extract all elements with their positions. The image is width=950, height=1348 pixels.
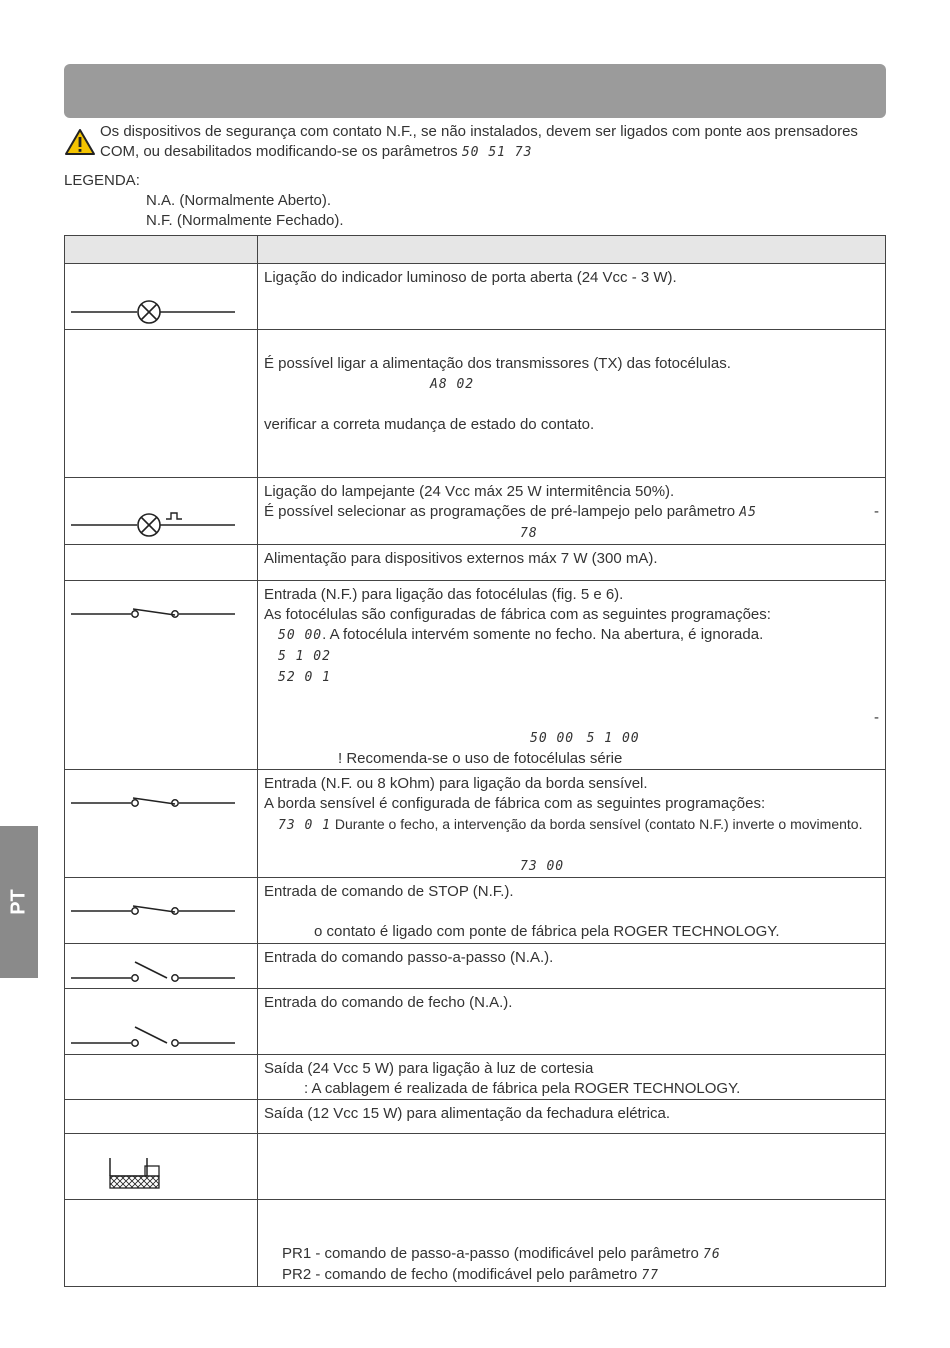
flashing-light-symbol-icon (71, 510, 241, 540)
row6-param-2: 73 00 (520, 859, 565, 874)
row3-dash: - (874, 503, 879, 520)
row5-text-4: ! Recomenda-se o uso de fotocélulas série (338, 750, 623, 767)
row6-param-1: 73 0 1 (278, 818, 331, 833)
row5-param-4: 50 00 (530, 731, 575, 746)
description-cell (258, 878, 886, 944)
symbol-cell (65, 770, 258, 878)
table-row (65, 989, 886, 1055)
row5-param-2: 5 1 02 (278, 649, 331, 664)
nc-contact-symbol-icon (71, 788, 241, 818)
symbol-cell (65, 878, 258, 944)
legend-item-na: N.A. (Normalmente Aberto). (146, 192, 332, 209)
table-header-row (65, 236, 886, 264)
symbol-cell (65, 330, 258, 478)
row5-text-2: As fotocélulas são configuradas de fábrica com as seguintes programações: (264, 606, 771, 623)
description-cell (258, 1055, 886, 1100)
description-cell (258, 478, 886, 545)
language-tab-label: PT (7, 889, 30, 915)
row11-text: Saída (12 Vcc 15 W) para alimentação da fechadura elétrica. (264, 1105, 671, 1122)
row1-text: Ligação do indicador luminoso de porta aberta (24 Vcc - 3 W). (264, 269, 677, 286)
row2-text-1: É possível ligar a alimentação dos transmissores (TX) das fotocélulas. (264, 355, 731, 372)
header-cell-symbol (65, 236, 258, 264)
table-row (65, 264, 886, 330)
warning-icon (64, 128, 96, 156)
row4-text: Alimentação para dispositivos externos máx 7 W (300 mA). (264, 550, 658, 567)
row3-text-1: Ligação do lampejante (24 Vcc máx 25 W intermitência 50%). (264, 483, 675, 500)
description-cell (258, 264, 886, 330)
table-row (65, 478, 886, 545)
row5-text-3: . A fotocélula intervém somente no fecho. Na abertura, é ignorada. (322, 626, 764, 643)
warning-text: Os dispositivos de segurança com contato N.F., se não instalados, devem ser ligados com ponte aos prensadores COM, ou desabilitados modificando-se os parâmetros (100, 123, 858, 160)
table-row (65, 770, 886, 878)
table-row (65, 1100, 886, 1134)
description-cell (258, 330, 886, 478)
section-header-bar (64, 64, 886, 118)
symbol-cell (65, 1134, 258, 1200)
row5-param-1: 50 00 (278, 628, 323, 643)
symbol-cell (65, 264, 258, 330)
description-cell (258, 545, 886, 581)
description-cell (258, 1100, 886, 1134)
table-row (65, 878, 886, 944)
symbol-cell (65, 1100, 258, 1134)
symbol-cell (65, 478, 258, 545)
warning-note (64, 122, 894, 163)
description-cell (258, 1200, 886, 1287)
row13-text-1: PR1 - comando de passo-a-passo (modificável pelo parâmetro (282, 1245, 699, 1262)
table-row (65, 1134, 886, 1200)
row3-param-1: A5 (739, 505, 757, 520)
row5-dash: - (874, 709, 879, 726)
row10-text-1: Saída (24 Vcc 5 W) para ligação à luz de cortesia (264, 1060, 594, 1077)
row2-param: A8 02 (430, 377, 475, 392)
no-contact-symbol-icon (71, 956, 241, 986)
row6-text-2: A borda sensível é configurada de fábrica com as seguintes programações: (264, 795, 766, 812)
table-row (65, 1055, 886, 1100)
symbol-cell (65, 944, 258, 989)
row5-param-3: 52 0 1 (278, 670, 331, 685)
legend-label: LEGENDA: (64, 172, 140, 189)
row9-text: Entrada do comando de fecho (N.A.). (264, 994, 513, 1011)
row5-param-5: 5 1 00 (586, 731, 640, 746)
row13-text-2: PR2 - comando de fecho (modificável pelo parâmetro (282, 1266, 638, 1283)
table-row (65, 581, 886, 770)
row13-param-1: 76 (703, 1247, 721, 1262)
symbol-cell (65, 989, 258, 1055)
description-cell (258, 989, 886, 1055)
row8-text: Entrada do comando passo-a-passo (N.A.). (264, 949, 554, 966)
row6-text-3: Durante o fecho, a intervenção da borda sensível (contato N.F.) inverte o movimento. (334, 816, 863, 832)
row5-text-1: Entrada (N.F.) para ligação das fotocélulas (fig. 5 e 6). (264, 586, 624, 603)
symbol-cell (65, 581, 258, 770)
row7-text-2: o contato é ligado com ponte de fábrica pela ROGER TECHNOLOGY. (314, 923, 780, 940)
symbol-cell (65, 545, 258, 581)
language-tab (0, 826, 38, 978)
symbol-cell (65, 1200, 258, 1287)
description-cell (258, 1134, 886, 1200)
row3-param-2: 78 (520, 526, 538, 541)
terminal-table (64, 235, 886, 1287)
table-row (65, 330, 886, 478)
description-cell (258, 944, 886, 989)
legend (64, 171, 344, 231)
nc-contact-symbol-icon (71, 896, 241, 926)
table-row (65, 944, 886, 989)
nc-contact-symbol-icon (71, 599, 241, 629)
row2-text-2: verificar a correta mudança de estado do contato. (264, 416, 595, 433)
warning-params: 50 51 73 (461, 145, 533, 160)
table-row (65, 545, 886, 581)
symbol-cell (65, 1055, 258, 1100)
row10-text-2: : A cablagem é realizada de fábrica pela ROGER TECHNOLOGY. (304, 1080, 741, 1097)
row6-text-1: Entrada (N.F. ou 8 kOhm) para ligação da borda sensível. (264, 775, 648, 792)
electric-lock-symbol-icon (105, 1154, 165, 1194)
no-contact-symbol-icon (71, 1021, 241, 1051)
row3-text-2: É possível selecionar as programações de pré-lampejo pelo parâmetro (264, 503, 736, 520)
legend-item-nf: N.F. (Normalmente Fechado). (146, 212, 344, 229)
header-cell-description (258, 236, 886, 264)
description-cell (258, 581, 886, 770)
description-cell (258, 770, 886, 878)
row7-text-1: Entrada de comando de STOP (N.F.). (264, 883, 514, 900)
lamp-symbol-icon (71, 297, 241, 327)
table-row (65, 1200, 886, 1287)
row13-param-2: 77 (641, 1268, 660, 1283)
